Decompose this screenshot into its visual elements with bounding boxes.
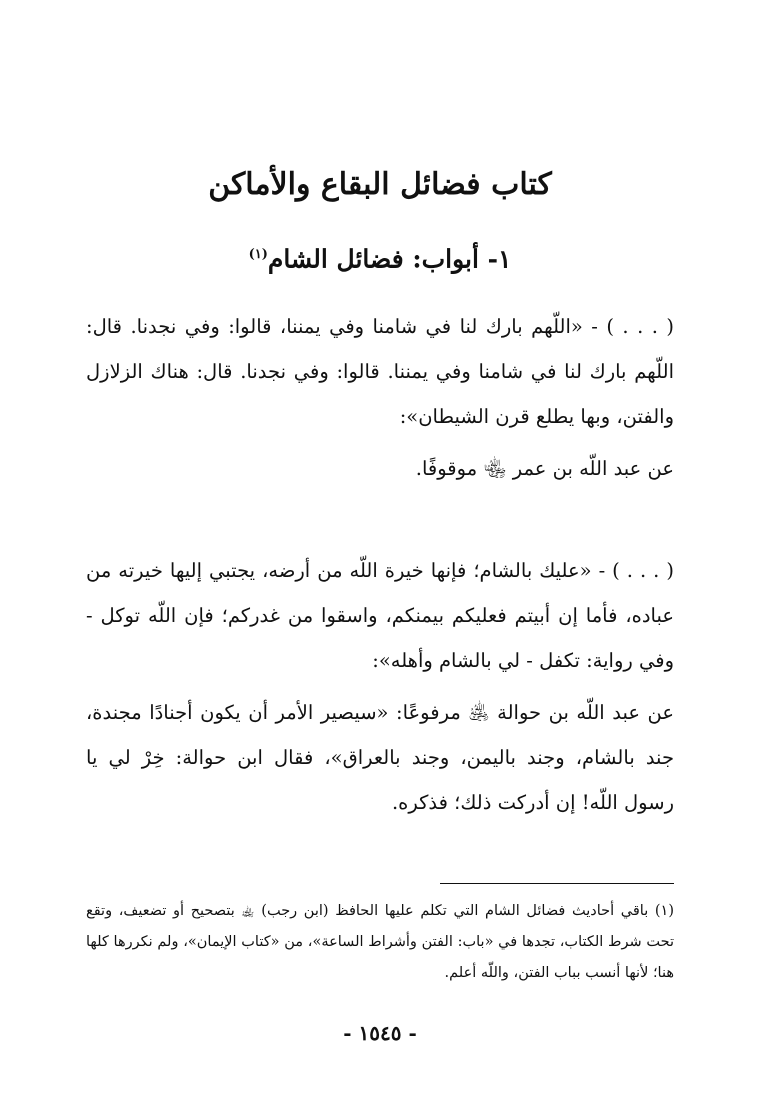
hadith-source-2: عن عبد اللّه بن حوالة ﵁ مرفوعًا: «سيصير الأمر أن يكون أجنادًا مجندة، جند بالشام، وجند باليمن، وجند بالعراق»، فقال ابن حوالة: خِرْ لي يا رسول اللّه! إن أدركت ذلك؛ فذكره. xyxy=(86,701,674,814)
hadith-source-1: عن عبد اللّه بن عمر ﵄ موقوفًا. xyxy=(415,457,674,480)
chapter-title xyxy=(0,235,760,279)
page-number: - ١٥٤٥ - xyxy=(343,1021,417,1045)
footnote-divider xyxy=(440,883,674,884)
hadith-text-1: ( . . . ) - «اللّهم بارك لنا في شامنا وفي يمننا، قالوا: وفي نجدنا. قال: اللّهم بارك لنا في شامنا وفي يمننا. قالوا: وفي نجدنا. قال: هناك الزلازل والفتن، وبها يطلع قرن الشيطان»: xyxy=(86,315,674,428)
chapter-title-text: ١- أبواب: فضائل الشام xyxy=(267,244,512,274)
footnote-text: (١) باقي أحاديث فضائل الشام التي تكلم عليها الحافظ (ابن رجب) ﵀ بتصحيح أو تضعيف، وتقع تحت شرط الكتاب، تجدها في «باب: الفتن وأشراط الساعة»، من «كتاب الإيمان»، ولم نكررها كلها هنا؛ لأنها أنسب بباب الفتن، واللّه أعلم. xyxy=(86,903,674,981)
footnote-reference[interactable]: (١) xyxy=(248,247,268,262)
book-title: كتاب فضائل البقاع والأماكن xyxy=(208,167,552,202)
hadith-text-2: ( . . . ) - «عليك بالشام؛ فإنها خيرة اللّه من أرضه، يجتبي إليها خيرته من عباده، فأما إن أبيتم فعليكم بيمنكم، واسقوا من غدركم؛ فإن اللّه توكل - وفي رواية: تكفل - لي بالشام وأهله»: xyxy=(86,559,674,672)
